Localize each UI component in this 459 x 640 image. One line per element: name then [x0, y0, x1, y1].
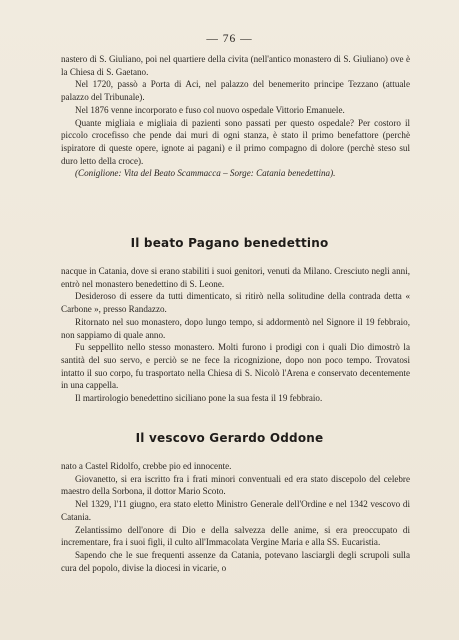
paragraph: Nel 1329, l'11 giugno, era stato eletto Ministro Generale dell'Ordine e nel 1342 vescovo di Catania.: [61, 499, 410, 522]
paragraph: Sapendo che le sue frequenti assenze da Catania, potevano lasciargli degli scrupoli sulla cura del popolo, divise la diocesi in vicarie, o: [61, 549, 410, 573]
citation: (Coniglione: Vita del Beato Scammacca – Sorge: Catania benedettina).: [75, 168, 336, 179]
paragraph: Fu seppellito nello stesso monastero. Molti furono i prodigi con i quali Dio dimostrò la santità del suo servo, e perciò se ne fece la ricognizione, dopo non poco tempo. Trovatosi intatto il suo corpo, fu trasportato nella Chiesa di S. Nicolò l'Arena e conservato decentemente in una cappella.: [61, 342, 410, 391]
paragraph: Ritornato nel suo monastero, dopo lungo tempo, si addormentò nel Signore il 19 febbraio, non sappiamo di quale anno.: [61, 316, 410, 340]
paragraph: Nel 1720, passò a Porta di Aci, nel palazzo del benemerito principe Tezzano (attuale palazzo del Tribunale).: [61, 79, 410, 103]
page-number: — 76 —: [206, 33, 253, 45]
section-heading-oddone: Il vescovo Gerardo Oddone: [135, 431, 324, 445]
paragraph: Quante migliaia e migliaia di pazienti sono passati per questo ospedale? Per costoro il piccolo crocefisso che pende dai muri di ogni stanza, è stato il primo benefattore (perchè ispiratore di queste opere, ignote ai pagani) e il primo compagno di dolore (perchè steso sul duro letto della croce).: [61, 117, 410, 166]
paragraph: nacque in Catania, dove si erano stabiliti i suoi genitori, venuti da Milano. Cresciuto negli anni, entrò nel monastero benedettino di S. Leone.: [61, 266, 410, 289]
paragraph: nato a Castel Ridolfo, crebbe pio ed innocente.: [61, 461, 232, 471]
paragraph: Giovanetto, si era iscritto fra i frati minori conventuali ed era stato discepolo del celebre maestro della Sorbona, il dottor Mario Scoto.: [61, 473, 410, 497]
block-hospital-history: [61, 53, 410, 180]
paragraph: nastero di S. Giuliano, poi nel quartiere della civita (nell'antico monastero di S. Giuliano) ove è la Chiesa di S. Gaetano.: [61, 54, 410, 77]
section-heading-pagano: Il beato Pagano benedettino: [130, 236, 329, 250]
block-beato-pagano: [61, 265, 410, 405]
paragraph: Zelantissimo dell'onore di Dio e della salvezza delle anime, si era preoccupato di incrementare, fra i suoi figli, il culto all'Immacolata Vergine Maria e alla SS. Eucaristia.: [61, 524, 410, 548]
paragraph: Desideroso di essere da tutti dimenticato, si ritirò nella solitudine della contrada detta « Carbone », presso Randazzo.: [61, 291, 410, 315]
paragraph: Il martirologio benedettino siciliano pone la sua festa il 19 febbraio.: [75, 393, 323, 404]
block-vescovo-oddone: [61, 460, 410, 574]
paragraph: Nel 1876 venne incorporato e fuso col nuovo ospedale Vittorio Emanuele.: [75, 104, 345, 115]
